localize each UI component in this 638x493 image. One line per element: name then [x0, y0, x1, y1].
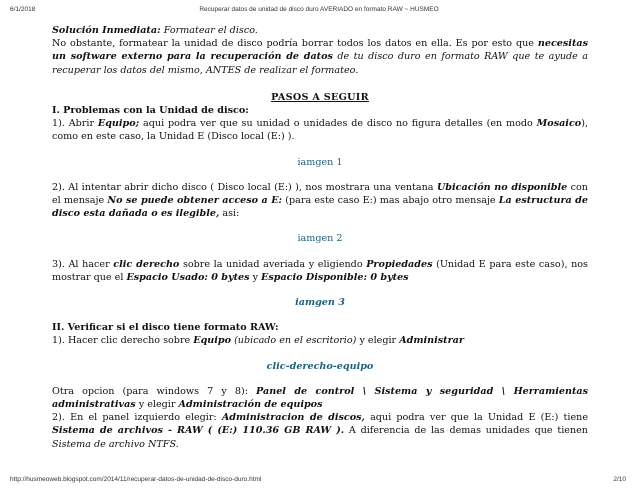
image-4-caption: clic-derecho-equipo: [266, 360, 374, 372]
estructura-message: La estructura de disco esta dañada o es ilegible,: [52, 195, 588, 220]
ntfs-term: Sistema de archivo NTFS.: [52, 438, 179, 450]
text-run: A diferencia de las demas unidades que tienen: [344, 425, 588, 437]
text-run: y: [249, 271, 262, 283]
image-2-caption: iamgen 2: [297, 233, 343, 245]
image-3-placeholder: [52, 296, 588, 309]
print-date: 6/1/2018: [10, 6, 36, 13]
section-heading: [52, 91, 588, 104]
text-run: (Unidad E para este caso), nos mostrar que el: [52, 258, 588, 283]
steps-title: PASOS A SEGUIR: [271, 91, 369, 103]
acceso-message: No se puede obtener acceso a E:: [107, 195, 283, 207]
text-run: y elegir: [135, 399, 179, 411]
text-run: aqui podra ver que su unidad o unidades de disco no figura detalles (en modo: [139, 118, 537, 130]
espacio-usado: Espacio Usado: 0 bytes: [126, 271, 250, 283]
admin-equipos-term: Administración de equipos: [178, 399, 323, 411]
espacio-disponible: Espacio Disponible: 0 bytes: [261, 271, 409, 283]
ubicacion-term: Ubicación no disponible: [436, 181, 568, 193]
text-run: aqui podra ver que la Unidad E (E:) tiene: [364, 412, 588, 424]
text-run: ), como en este caso, la Unidad E (Disco local (E:) ).: [52, 118, 588, 143]
text-run: Otra opcion (para windows 7 y 8):: [52, 385, 257, 397]
warning-paragraph: [52, 37, 588, 77]
text-run: asi:: [219, 208, 240, 220]
solution-text: Formatear el disco.: [163, 25, 258, 36]
article-body: [52, 24, 588, 451]
section-2-heading: II. Verificar si el disco tiene formato RAW:: [52, 322, 279, 334]
text-run: de tu disco duro en formato RAW que te ayude a recuperar los datos del mismo, ANTES de realizar el formateo.: [52, 51, 589, 76]
text-run: 2). En el panel izquierdo elegir:: [52, 412, 222, 424]
step-II-2: [52, 411, 588, 451]
administrar-term: Administrar: [399, 335, 464, 347]
step-1: [52, 117, 588, 143]
text-run: 1). Hacer clic derecho sobre: [52, 335, 194, 347]
image-2-placeholder: [52, 232, 588, 245]
clic-term: clic derecho: [113, 258, 180, 270]
text-run: (ubicado en el escritorio): [231, 335, 357, 347]
raw-filesystem: Sistema de archivos - RAW ( (E:) 110.36 GB RAW ).: [52, 425, 345, 437]
equipo-term: Equipo: [193, 335, 232, 347]
step-II-1: [52, 334, 588, 347]
alt-option: [52, 385, 588, 411]
image-4-placeholder: [52, 360, 588, 373]
propiedades-term: Propiedades: [366, 258, 433, 270]
step-3: [52, 258, 588, 284]
mosaico-term: Mosaico: [536, 118, 582, 130]
print-title: Recuperar datos de unidad de disco duro AVERIADO en formato RAW ~ HUSMEO: [199, 6, 439, 13]
step-2: [52, 181, 588, 221]
software-emphasis: necesitas un software externo para la recuperación de datos: [52, 38, 588, 63]
section-1-heading: I. Problemas con la Unidad de disco:: [52, 105, 249, 117]
text-run: No obstante, formatear la unidad de disco podría borrar todos los datos en ella. Es por esto que: [52, 38, 538, 50]
text-run: 2). Al intentar abrir dicho disco ( Disco local (E:) ), nos mostrara una ventana: [52, 181, 437, 193]
text-run: con el mensaje: [52, 181, 588, 207]
admin-discos-term: Administracion de discos,: [221, 412, 365, 424]
image-3-caption: iamgen 3: [295, 297, 345, 309]
text-run: y elegir: [356, 335, 400, 347]
equipo-term: Equipo;: [97, 118, 140, 130]
page-number: 2/10: [613, 476, 626, 483]
text-run: 1). Abrir: [52, 118, 98, 130]
solution-paragraph: [52, 24, 588, 37]
text-run: (para este caso E:) mas abajo otro mensaje: [282, 195, 499, 207]
solution-label: Solución Inmediata:: [52, 25, 161, 36]
text-run: sobre la unidad averiada y eligiendo: [179, 258, 367, 270]
text-run: 3). Al hacer: [52, 258, 114, 270]
print-url: http://husmeoweb.blogspot.com/2014/11/recuperar-datos-de-unidad-de-disco-duro.html: [10, 476, 262, 483]
panel-path: Panel de control \ Sistema y seguridad \ Herramientas administrativas: [52, 385, 588, 411]
image-1-placeholder: [52, 156, 588, 169]
image-1-caption: iamgen 1: [297, 156, 343, 168]
